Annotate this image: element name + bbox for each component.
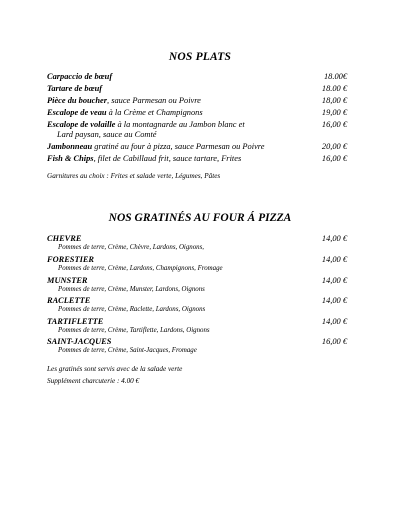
gratin-name: FORESTIER bbox=[47, 255, 95, 264]
dish-price: 18,00 € bbox=[321, 96, 347, 105]
dish-price: 18.00€ bbox=[323, 72, 347, 81]
dish-row bbox=[47, 84, 347, 94]
dish-price: 16,00 € bbox=[321, 154, 347, 163]
dish-desc-continued bbox=[57, 130, 307, 140]
dish-name: Jambonneau bbox=[47, 142, 93, 151]
dish-name: Tartare de bœuf bbox=[47, 84, 103, 93]
gratin-price: 14,00 € bbox=[321, 234, 347, 243]
dish-price: 19,00 € bbox=[321, 108, 347, 117]
gratin-price: 16,00 € bbox=[321, 337, 347, 346]
dish-desc-line2: Lard paysan, sauce au Comté bbox=[57, 130, 157, 139]
section-title-gratines: NOS GRATINÉS AU FOUR Á PIZZA bbox=[108, 212, 292, 224]
gratin-price: 14,00 € bbox=[321, 296, 347, 305]
dish-row bbox=[47, 142, 347, 152]
gratin-desc: Pommes de terre, Crème, Raclette, Lardons, Oignons bbox=[58, 306, 206, 313]
dish-row bbox=[47, 108, 347, 118]
dish-price: 18.00 € bbox=[321, 84, 347, 93]
dish-row bbox=[47, 120, 347, 130]
dish-name: Escalope de volaille bbox=[47, 120, 116, 129]
dish-desc: à la montagnarde au Jambon blanc et bbox=[115, 120, 245, 129]
gratin-price: 14,00 € bbox=[321, 317, 347, 326]
gratin-desc: Pommes de terre, Crème, Lardons, Champignons, Fromage bbox=[58, 265, 223, 272]
dish-name: Escalope de veau bbox=[47, 108, 107, 117]
gratin-name: TARTIFLETTE bbox=[47, 317, 104, 326]
gratin-name: CHEVRE bbox=[47, 234, 82, 243]
dish-desc: gratiné au four à pizza, sauce Parmesan ou Poivre bbox=[92, 142, 265, 151]
dish-name: Carpaccio de bœuf bbox=[47, 72, 113, 81]
gratin-price: 14,00 € bbox=[321, 255, 347, 264]
gratin-desc: Pommes de terre, Crème, Tartiflette, Lardons, Oignons bbox=[58, 327, 210, 334]
dish-row bbox=[47, 72, 347, 82]
gratin-desc: Pommes de terre, Crème, Chèvre, Lardons, Oignons, bbox=[58, 244, 205, 251]
garnish-note: Garnitures au choix : Frites et salade verte, Légumes, Pâtes bbox=[47, 172, 221, 180]
gratin-desc: Pommes de terre, Crème, Saint-Jacques, Fromage bbox=[58, 347, 197, 354]
dish-name: Pièce du boucher bbox=[47, 96, 108, 105]
supplement-note: Supplément charcuterie : 4.00 € bbox=[47, 377, 140, 385]
gratin-price: 14,00 € bbox=[321, 276, 347, 285]
dish-desc: , sauce Parmesan ou Poivre bbox=[107, 96, 201, 105]
gratin-name: RACLETTE bbox=[47, 296, 91, 305]
gratin-desc: Pommes de terre, Crème, Munster, Lardons, Oignons bbox=[58, 286, 205, 293]
section-title-plats: NOS PLATS bbox=[168, 51, 232, 63]
dish-row bbox=[47, 154, 347, 164]
gratin-name: SAINT-JACQUES bbox=[47, 337, 112, 346]
dish-row bbox=[47, 96, 347, 106]
dish-price: 16,00 € bbox=[321, 120, 347, 129]
dish-desc: à la Crème et Champignons bbox=[106, 108, 203, 117]
gratin-name: MUNSTER bbox=[47, 276, 88, 285]
dish-price: 20,00 € bbox=[321, 142, 347, 151]
dish-desc: , filet de Cabillaud frit, sauce tartare, Frites bbox=[93, 154, 242, 163]
dish-name: Fish & Chips bbox=[47, 154, 94, 163]
gratin-note: Les gratinés sont servis avec de la salade verte bbox=[47, 365, 183, 373]
